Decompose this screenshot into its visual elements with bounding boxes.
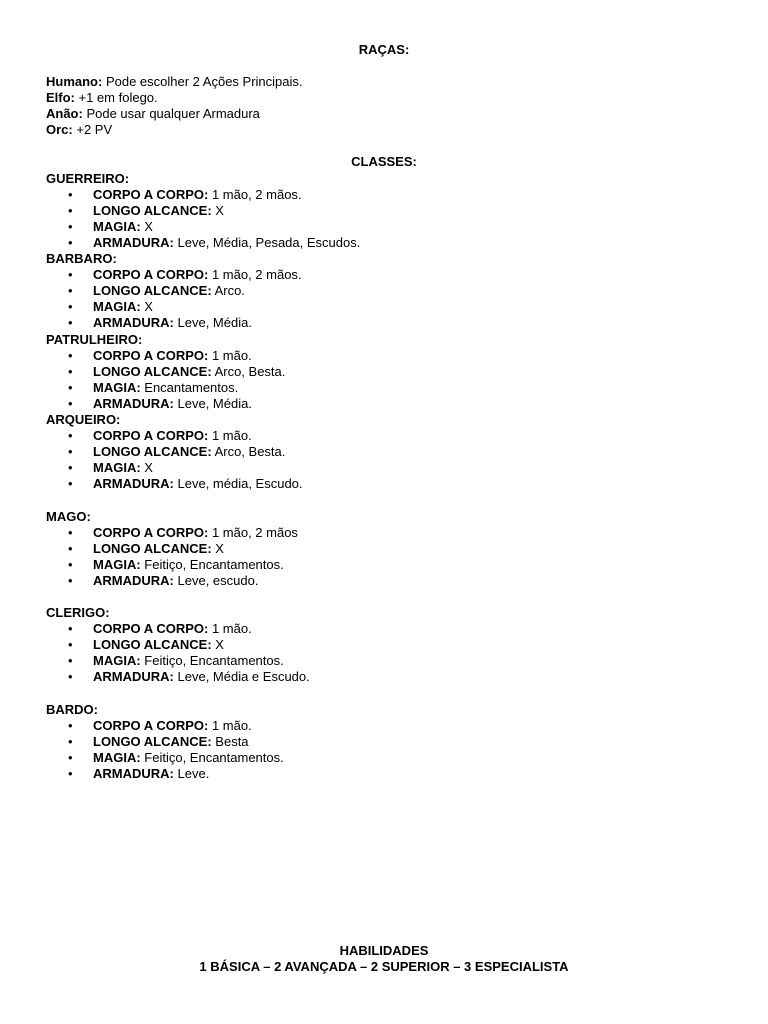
class-attribute-list <box>46 525 722 589</box>
bullet-icon: • <box>68 669 73 685</box>
class-attribute-item <box>46 637 722 653</box>
class-attribute-item <box>46 734 722 750</box>
class-section <box>46 605 722 685</box>
bullet-icon: • <box>68 524 73 540</box>
bullet-icon: • <box>68 653 73 669</box>
class-attribute-item <box>46 380 722 396</box>
class-name: MAGO: <box>46 508 91 524</box>
class-name: CLERIGO: <box>46 605 110 621</box>
class-attribute-item <box>46 557 722 573</box>
class-attribute-item <box>46 187 722 203</box>
class-section <box>46 412 722 492</box>
bullet-icon: • <box>68 186 73 202</box>
blank-line <box>46 492 722 508</box>
bullet-icon: • <box>68 460 73 476</box>
class-attribute-item <box>46 428 722 444</box>
class-attribute-item <box>46 444 722 460</box>
attribute-value: Besta <box>211 733 249 749</box>
class-section <box>46 332 722 412</box>
class-section <box>46 171 722 251</box>
race-name: Humano: <box>46 74 103 90</box>
class-attribute-item <box>46 541 722 557</box>
class-attribute-list <box>46 718 722 782</box>
attribute-value: X <box>211 540 224 556</box>
attribute-value: Leve, média, Escudo. <box>173 476 303 492</box>
abilities-title: HABILIDADES <box>339 943 429 958</box>
attribute-label: LONGO ALCANCE: <box>93 444 212 460</box>
attribute-value: Leve, Média e Escudo. <box>173 669 310 685</box>
attribute-label: CORPO A CORPO: <box>93 267 209 283</box>
attribute-value: 1 mão. <box>208 347 252 363</box>
class-attribute-item <box>46 653 722 669</box>
attribute-value: 1 mão, 2 mãos. <box>208 267 302 283</box>
abilities-section <box>0 943 768 975</box>
bullet-icon: • <box>68 428 73 444</box>
races-list <box>46 74 722 138</box>
attribute-value: Leve, Média. <box>173 315 252 331</box>
class-attribute-item <box>46 460 722 476</box>
attribute-label: CORPO A CORPO: <box>93 428 209 444</box>
class-attribute-item <box>46 299 722 315</box>
bullet-icon: • <box>68 315 73 331</box>
attribute-value: Feitiço, Encantamentos. <box>140 653 284 669</box>
class-name: GUERREIRO: <box>46 170 130 186</box>
attribute-label: LONGO ALCANCE: <box>93 202 212 218</box>
class-attribute-list <box>46 621 722 685</box>
class-attribute-item <box>46 750 722 766</box>
attribute-label: MAGIA: <box>93 299 141 315</box>
attribute-label: MAGIA: <box>93 379 141 395</box>
class-section <box>46 251 722 331</box>
document-page <box>46 42 722 782</box>
bullet-icon: • <box>68 444 73 460</box>
attribute-label: LONGO ALCANCE: <box>93 733 212 749</box>
attribute-label: ARMADURA: <box>93 315 174 331</box>
race-name: Anão: <box>46 106 83 122</box>
class-attribute-list <box>46 348 722 412</box>
bullet-icon: • <box>68 717 73 733</box>
attribute-label: ARMADURA: <box>93 766 174 782</box>
attribute-label: ARMADURA: <box>93 476 174 492</box>
attribute-value: Leve, escudo. <box>173 572 259 588</box>
bullet-icon: • <box>68 218 73 234</box>
race-description: Pode usar qualquer Armadura <box>82 106 260 122</box>
race-item <box>46 122 722 138</box>
classes-list <box>46 171 722 783</box>
attribute-label: LONGO ALCANCE: <box>93 283 212 299</box>
attribute-label: MAGIA: <box>93 460 141 476</box>
attribute-label: MAGIA: <box>93 556 141 572</box>
attribute-value: Encantamentos. <box>140 379 239 395</box>
attribute-label: MAGIA: <box>93 653 141 669</box>
abilities-levels: 1 BÁSICA – 2 AVANÇADA – 2 SUPERIOR – 3 ESPECIALISTA <box>199 959 569 975</box>
attribute-value: X <box>140 460 153 476</box>
bullet-icon: • <box>68 556 73 572</box>
attribute-label: ARMADURA: <box>93 669 174 685</box>
class-attribute-item <box>46 766 722 782</box>
class-attribute-list <box>46 187 722 251</box>
attribute-value: X <box>140 299 153 315</box>
class-name: BARBARO: <box>46 251 117 267</box>
race-item <box>46 90 722 106</box>
attribute-value: 1 mão, 2 mãos <box>208 524 298 540</box>
class-name: ARQUEIRO: <box>46 411 121 427</box>
bullet-icon: • <box>68 363 73 379</box>
attribute-value: Arco. <box>211 283 245 299</box>
bullet-icon: • <box>68 379 73 395</box>
class-attribute-item <box>46 525 722 541</box>
attribute-value: 1 mão. <box>208 621 252 637</box>
bullet-icon: • <box>68 749 73 765</box>
attribute-value: Arco, Besta. <box>211 363 286 379</box>
race-name: Elfo: <box>46 90 75 106</box>
attribute-label: CORPO A CORPO: <box>93 186 209 202</box>
class-attribute-item <box>46 348 722 364</box>
race-description: +1 em folego. <box>74 90 158 106</box>
bullet-icon: • <box>68 234 73 250</box>
bullet-icon: • <box>68 347 73 363</box>
class-attribute-item <box>46 219 722 235</box>
class-attribute-item <box>46 669 722 685</box>
race-name: Orc: <box>46 122 73 138</box>
attribute-value: X <box>211 202 224 218</box>
class-attribute-list <box>46 428 722 492</box>
blank-line <box>46 589 722 605</box>
race-item <box>46 74 722 90</box>
class-attribute-item <box>46 621 722 637</box>
attribute-label: CORPO A CORPO: <box>93 621 209 637</box>
class-name: BARDO: <box>46 701 98 717</box>
attribute-label: LONGO ALCANCE: <box>93 637 212 653</box>
class-attribute-item <box>46 235 722 251</box>
class-attribute-item <box>46 203 722 219</box>
bullet-icon: • <box>68 202 73 218</box>
bullet-icon: • <box>68 395 73 411</box>
attribute-value: Leve, Média, Pesada, Escudos. <box>173 234 361 250</box>
class-attribute-item <box>46 396 722 412</box>
attribute-label: MAGIA: <box>93 749 141 765</box>
class-attribute-item <box>46 364 722 380</box>
bullet-icon: • <box>68 621 73 637</box>
attribute-label: LONGO ALCANCE: <box>93 540 212 556</box>
attribute-value: Feitiço, Encantamentos. <box>140 556 284 572</box>
class-section <box>46 509 722 589</box>
attribute-label: CORPO A CORPO: <box>93 347 209 363</box>
bullet-icon: • <box>68 766 73 782</box>
class-attribute-item <box>46 315 722 331</box>
classes-title: CLASSES: <box>351 154 417 170</box>
race-description: +2 PV <box>72 122 113 138</box>
bullet-icon: • <box>68 540 73 556</box>
bullet-icon: • <box>68 283 73 299</box>
attribute-value: 1 mão, 2 mãos. <box>208 186 302 202</box>
attribute-value: X <box>211 637 224 653</box>
attribute-label: ARMADURA: <box>93 572 174 588</box>
class-attribute-item <box>46 718 722 734</box>
attribute-value: 1 mão. <box>208 428 252 444</box>
bullet-icon: • <box>68 299 73 315</box>
attribute-label: MAGIA: <box>93 218 141 234</box>
attribute-value: Arco, Besta. <box>211 444 286 460</box>
attribute-value: 1 mão. <box>208 717 252 733</box>
bullet-icon: • <box>68 267 73 283</box>
attribute-label: LONGO ALCANCE: <box>93 363 212 379</box>
attribute-label: CORPO A CORPO: <box>93 717 209 733</box>
attribute-label: CORPO A CORPO: <box>93 524 209 540</box>
attribute-value: X <box>140 218 153 234</box>
blank-line <box>46 686 722 702</box>
bullet-icon: • <box>68 733 73 749</box>
race-item <box>46 106 722 122</box>
class-attribute-item <box>46 573 722 589</box>
attribute-value: Feitiço, Encantamentos. <box>140 749 284 765</box>
attribute-value: Leve, Média. <box>173 395 252 411</box>
bullet-icon: • <box>68 476 73 492</box>
bullet-icon: • <box>68 637 73 653</box>
class-attribute-item <box>46 283 722 299</box>
class-section <box>46 702 722 782</box>
attribute-value: Leve. <box>173 766 210 782</box>
attribute-label: ARMADURA: <box>93 395 174 411</box>
race-description: Pode escolher 2 Ações Principais. <box>102 74 303 90</box>
attribute-label: ARMADURA: <box>93 234 174 250</box>
class-attribute-item <box>46 267 722 283</box>
bullet-icon: • <box>68 572 73 588</box>
races-title: RAÇAS: <box>358 42 410 57</box>
class-name: PATRULHEIRO: <box>46 331 143 347</box>
class-attribute-list <box>46 267 722 331</box>
class-attribute-item <box>46 476 722 492</box>
